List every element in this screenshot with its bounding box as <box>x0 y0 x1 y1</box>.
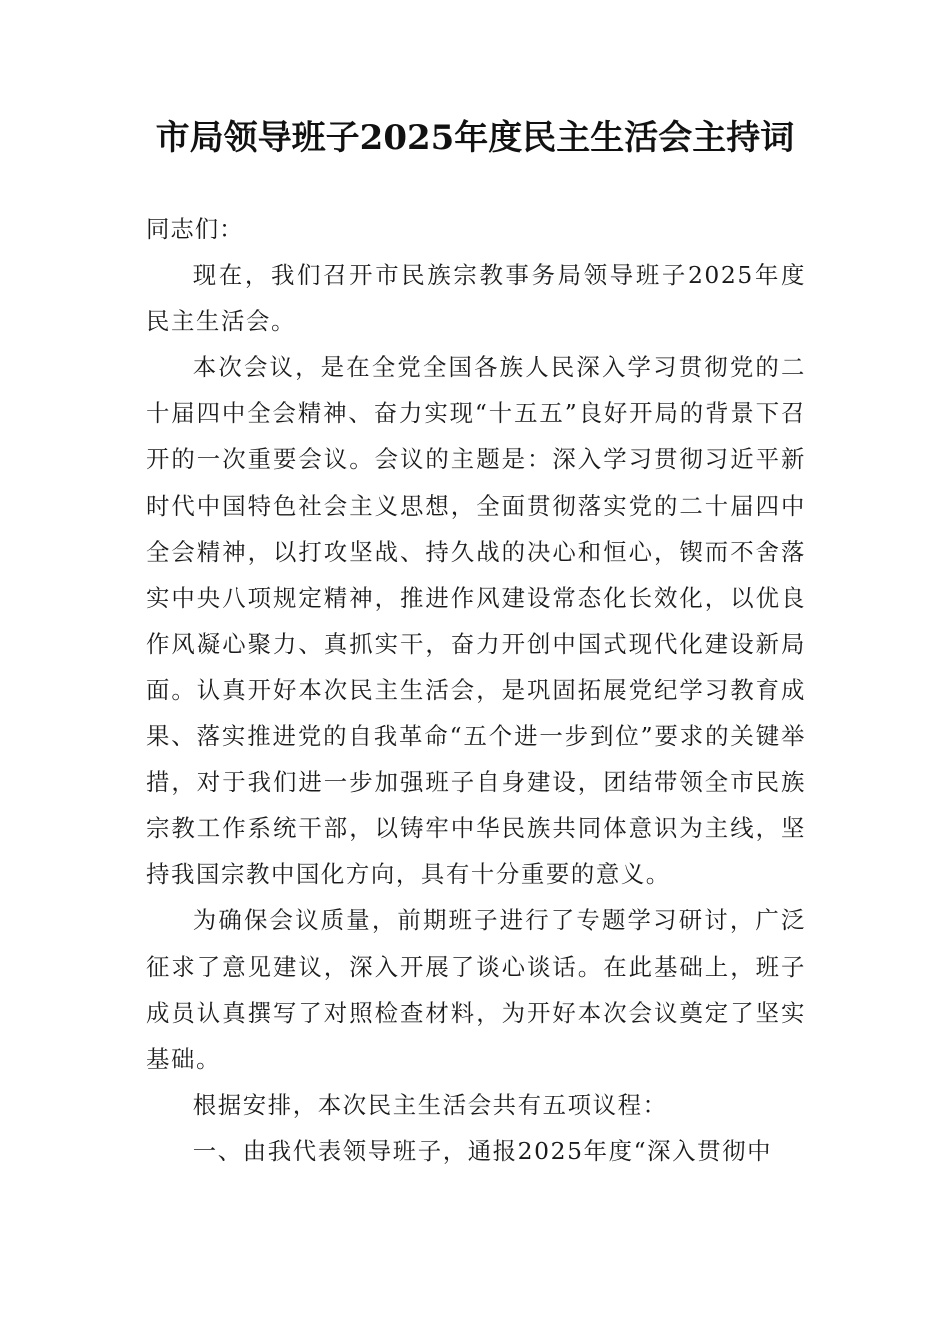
paragraph-preparation: 为确保会议质量，前期班子进行了专题学习研讨，广泛征求了意见建议，深入开展了谈心谈话。在此基础上，班子成员认真撰写了对照检查材料，为开好本次会议奠定了坚实基础。 <box>146 906 806 1073</box>
paragraph-agenda-item-1: 一、由我代表领导班子，通报2025年度“深入贯彻中 <box>192 1136 773 1165</box>
document-title: 市局领导班子2025年度民主生活会主持词 <box>155 118 795 158</box>
paragraph-agenda-intro: 根据安排，本次民主生活会共有五项议程： <box>192 1090 668 1119</box>
paragraph-opening: 现在，我们召开市民族宗教事务局领导班子2025年度民主生活会。 <box>146 261 806 336</box>
salutation: 同志们： <box>146 215 244 243</box>
paragraph-significance: 本次会议，是在全党全国各族人民深入学习贯彻党的二十届四中全会精神、奋力实现“十五五”良好开局的背景下召开的一次重要会议。会议的主题是：深入学习贯彻习近平新时代中国特色社会主义思想，全面贯彻落实党的二十届四中全会精神，以打攻坚战、持久战的决心和恒心，锲而不舍落实中央八项规定精神，推进作风建设常态化长效化，以优良作风凝心聚力、真抓实干，奋力开创中国式现代化建设新局面。认真开好本次民主生活会，是巩固拓展党纪学习教育成果、落实推进党的自我革命“五个进一步到位”要求的关键举措，对于我们进一步加强班子自身建设，团结带领全市民族宗教工作系统干部，以铸牢中华民族共同体意识为主线，坚持我国宗教中国化方向，具有十分重要的意义。 <box>146 353 806 889</box>
document-body <box>146 206 806 1174</box>
